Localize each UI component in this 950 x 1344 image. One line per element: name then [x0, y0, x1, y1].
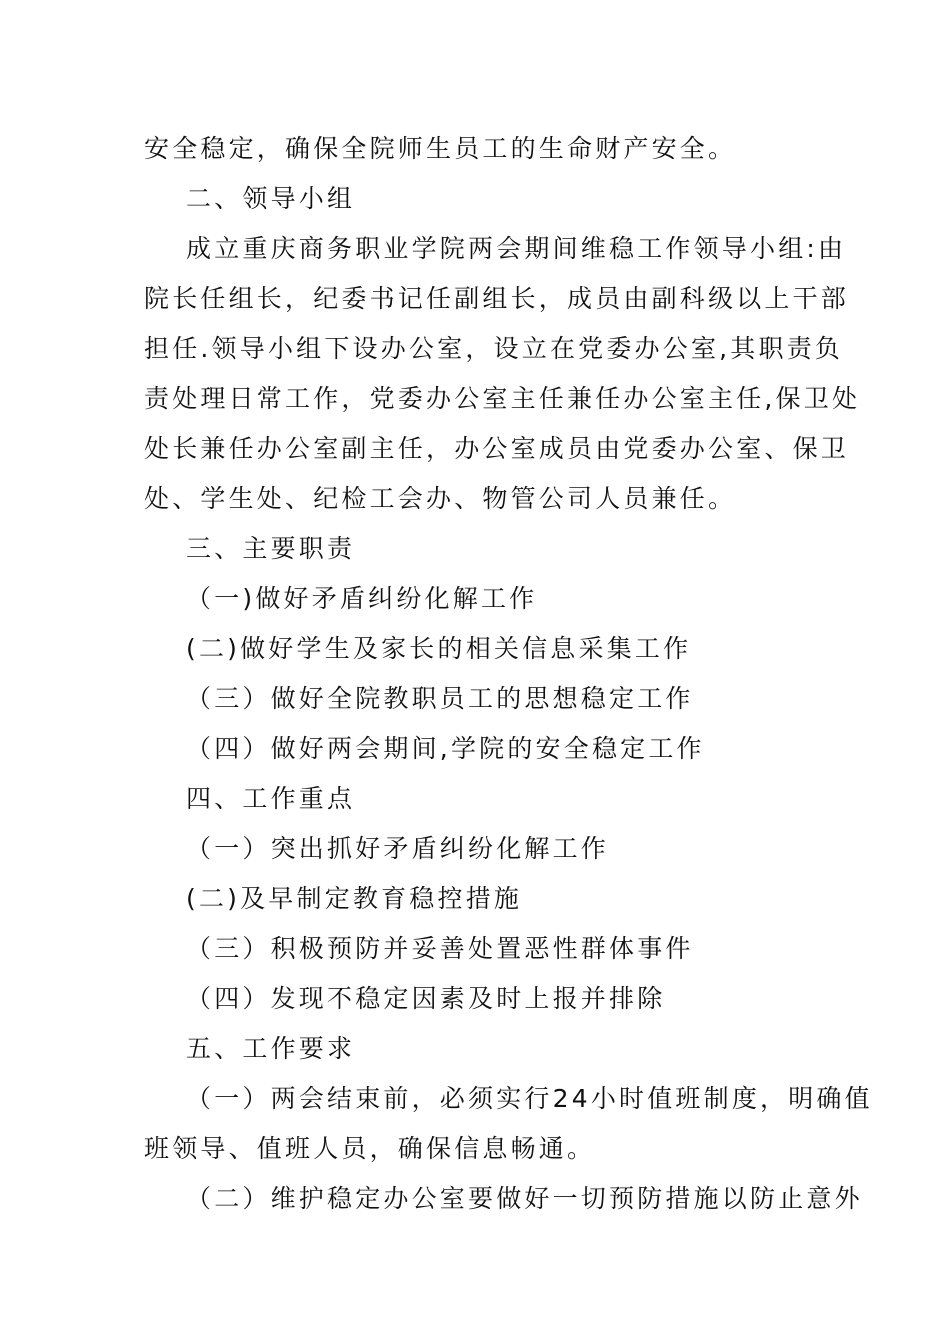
paragraph-line: 担任.领导小组下设办公室，设立在党委办公室,其职责负 [144, 334, 844, 363]
list-item: （一）突出抓好矛盾纠纷化解工作 [186, 834, 610, 863]
list-item: （四）发现不稳定因素及时上报并排除 [186, 984, 666, 1013]
paragraph-line: 处、学生处、纪检工会办、物管公司人员兼任。 [144, 484, 737, 513]
list-item: (二)做好学生及家长的相关信息采集工作 [186, 634, 692, 663]
paragraph-line: 处长兼任办公室副主任，办公室成员由党委办公室、保卫 [144, 434, 850, 463]
paragraph-line: （一）两会结束前，必须实行24小时值班制度，明确值 [186, 1084, 873, 1113]
list-item: （一)做好矛盾纠纷化解工作 [186, 584, 538, 613]
section-heading: 四、工作重点 [186, 784, 356, 813]
section-heading: 二、领导小组 [186, 184, 356, 213]
list-item: (二)及早制定教育稳控措施 [186, 884, 523, 913]
paragraph-line: 成立重庆商务职业学院两会期间维稳工作领导小组:由 [186, 234, 847, 263]
list-item: （四）做好两会期间,学院的安全稳定工作 [186, 734, 705, 763]
list-item: （三）积极预防并妥善处置恶性群体事件 [186, 934, 694, 963]
paragraph-line: 安全稳定，确保全院师生员工的生命财产安全。 [144, 134, 737, 163]
list-item: （三）做好全院教职员工的思想稳定工作 [186, 684, 694, 713]
section-heading: 五、工作要求 [186, 1034, 356, 1063]
section-heading: 三、主要职责 [186, 534, 356, 563]
paragraph-line: 院长任组长，纪委书记任副组长，成员由副科级以上干部 [144, 284, 850, 313]
paragraph-line: （二）维护稳定办公室要做好一切预防措施以防止意外 [186, 1184, 863, 1213]
paragraph-line: 责处理日常工作，党委办公室主任兼任办公室主任,保卫处 [144, 384, 861, 413]
paragraph-line: 班领导、值班人员，确保信息畅通。 [144, 1134, 596, 1163]
